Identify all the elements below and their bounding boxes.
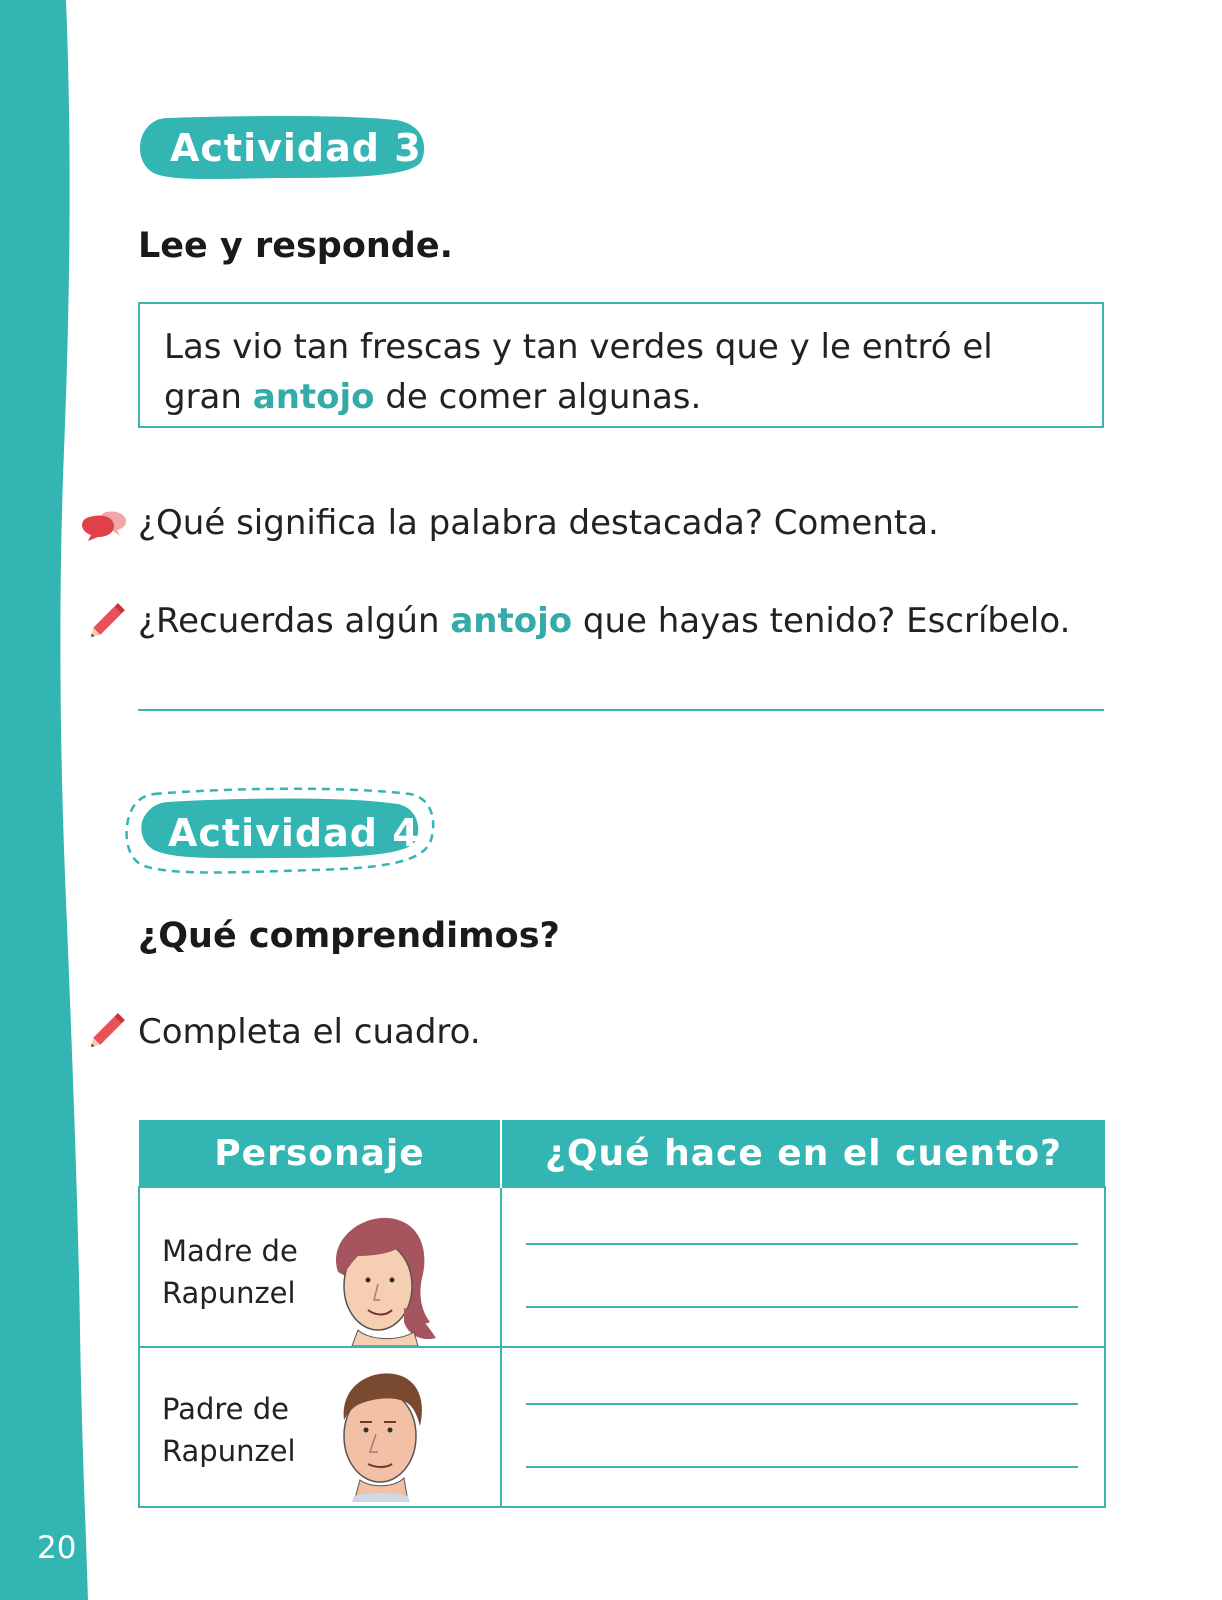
pencil-icon xyxy=(86,1008,130,1052)
answer-line[interactable] xyxy=(526,1243,1078,1245)
activity-3-instruction: Lee y responde. xyxy=(138,226,453,266)
reading-excerpt-box xyxy=(138,302,1104,428)
character-cell xyxy=(139,1187,501,1347)
characters-table xyxy=(138,1120,1106,1508)
character-name-line2: Rapunzel xyxy=(162,1434,296,1468)
answer-cell[interactable] xyxy=(501,1347,1105,1507)
answer-line[interactable] xyxy=(526,1306,1078,1308)
answer-line[interactable] xyxy=(526,1403,1078,1405)
answer-cell[interactable] xyxy=(501,1187,1105,1347)
character-name xyxy=(162,1230,312,1314)
activity-4-title: Actividad 4 xyxy=(168,811,420,855)
table-header-row xyxy=(139,1120,1105,1187)
man-portrait xyxy=(330,1366,430,1502)
activity-3-title: Actividad 3 xyxy=(170,126,422,170)
question-2-highlight: antojo xyxy=(450,601,573,641)
question-2-before: ¿Recuerdas algún xyxy=(138,601,451,641)
excerpt-text-after: de comer algunas. xyxy=(374,377,702,417)
side-band xyxy=(0,0,110,1600)
character-cell xyxy=(139,1347,501,1507)
answer-line[interactable] xyxy=(138,709,1104,711)
page-number: 20 xyxy=(37,1530,77,1566)
character-name-line1: Padre de xyxy=(162,1392,289,1426)
activity-4-instruction: ¿Qué comprendimos? xyxy=(138,916,560,956)
woman-portrait xyxy=(318,1212,438,1346)
question-2-after: que hayas tenido? Escríbelo. xyxy=(572,601,1071,641)
table-row xyxy=(139,1347,1105,1507)
character-name-line1: Madre de xyxy=(162,1234,298,1268)
excerpt-highlighted-word: antojo xyxy=(252,377,375,417)
character-name-line2: Rapunzel xyxy=(162,1276,296,1310)
speech-bubbles-icon xyxy=(80,508,130,542)
activity-4-badge xyxy=(124,786,438,878)
excerpt-text-before: Las vio tan frescas y tan verdes que y le entró el gran xyxy=(164,327,993,417)
pencil-icon xyxy=(86,598,130,642)
question-2 xyxy=(138,601,1070,641)
header-personaje: Personaje xyxy=(139,1120,501,1187)
table-row xyxy=(139,1187,1105,1347)
character-name xyxy=(162,1388,312,1472)
task-completa: Completa el cuadro. xyxy=(138,1012,481,1052)
answer-line[interactable] xyxy=(526,1466,1078,1468)
activity-3-badge xyxy=(138,114,428,182)
header-que-hace: ¿Qué hace en el cuento? xyxy=(501,1120,1105,1187)
question-1: ¿Qué significa la palabra destacada? Comenta. xyxy=(138,503,939,543)
